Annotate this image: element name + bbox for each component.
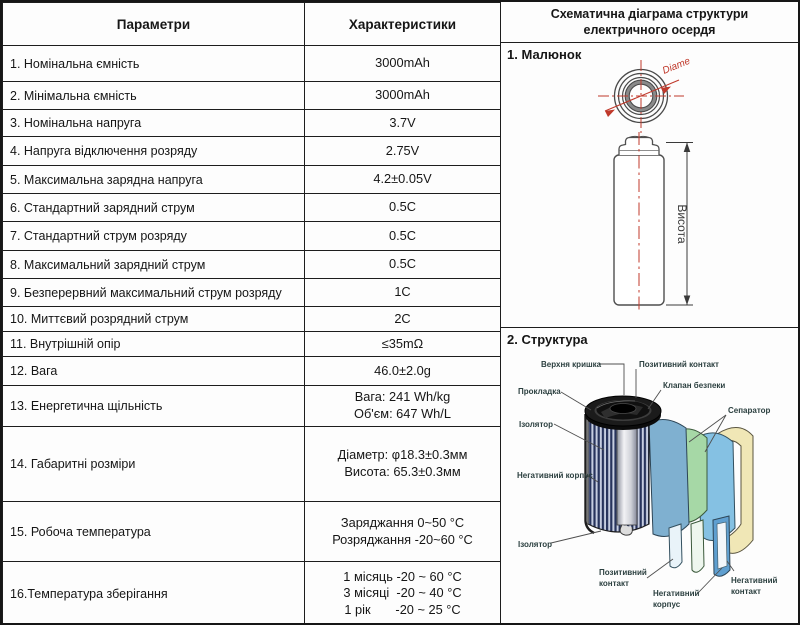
table-row — [3, 562, 501, 625]
table-row — [3, 194, 501, 222]
param-cell: 2. Мінімальна ємність — [3, 82, 305, 110]
param-cell: 1. Номінальна ємність — [3, 46, 305, 82]
value-cell: 1 місяць -20 ~ 60 °C 3 місяці -20 ~ 40 °C 1 рік -20 ~ 25 °C — [305, 562, 501, 625]
label-negative-case-bottom-1: Негативний — [653, 589, 700, 598]
spec-table — [2, 2, 501, 625]
table-row — [3, 307, 501, 332]
table-row — [3, 279, 501, 307]
value-cell: 1C — [305, 279, 501, 307]
negative-contact-strip — [717, 522, 727, 569]
label-negative-case-bottom-2: корпус — [653, 600, 681, 609]
battery-technical-drawing — [501, 43, 799, 326]
table-row — [3, 137, 501, 166]
param-cell: 16.Температура зберігання — [3, 562, 305, 625]
column-header-characteristics: Характеристики — [305, 3, 501, 46]
value-cell: 3000mAh — [305, 46, 501, 82]
param-cell: 14. Габаритні розміри — [3, 427, 305, 502]
diagram-header-line1: Схематична діаграма структури — [550, 6, 749, 21]
drawing-section — [501, 43, 798, 328]
table-row — [3, 82, 501, 110]
dimension-arrowhead-down — [684, 296, 691, 306]
table-row — [3, 386, 501, 427]
label-insulator-bottom: Ізолятор — [518, 540, 553, 549]
value-cell: 2.75V — [305, 137, 501, 166]
dimension-arrowhead-up — [684, 143, 691, 153]
table-row — [3, 222, 501, 251]
diagram-header-line2: електричного осердя — [583, 23, 716, 37]
battery-side-view — [614, 132, 693, 313]
value-cell: ≤35mΩ — [305, 332, 501, 357]
diameter-label: Diame — [661, 55, 692, 77]
diagram-panel — [501, 2, 798, 623]
value-cell: 0.5C — [305, 251, 501, 279]
drawing-section-title: 1. Малюнок — [507, 47, 582, 62]
battery-structure-cutaway — [501, 328, 799, 623]
table-row — [3, 502, 501, 562]
top-cap — [585, 396, 661, 430]
table-row — [3, 251, 501, 279]
param-cell: 12. Вага — [3, 357, 305, 386]
jellyroll-cylinder — [586, 412, 650, 535]
param-cell: 10. Миттєвий розрядний струм — [3, 307, 305, 332]
param-cell: 9. Безперервний максимальний струм розряду — [3, 279, 305, 307]
value-cell: Заряджання 0~50 °C Розряджання -20~60 °C — [305, 502, 501, 562]
param-cell: 5. Максимальна зарядна напруга — [3, 166, 305, 194]
param-cell: 3. Номінальна напруга — [3, 110, 305, 137]
value-cell: 0.5C — [305, 222, 501, 251]
table-row — [3, 166, 501, 194]
param-cell: 13. Енергетична щільність — [3, 386, 305, 427]
param-cell: 11. Внутрішній опір — [3, 332, 305, 357]
label-insulator-top: Ізолятор — [519, 420, 554, 429]
table-header-row — [3, 3, 501, 46]
value-cell: 3000mAh — [305, 82, 501, 110]
value-cell: 2C — [305, 307, 501, 332]
value-cell: Діаметр: φ18.3±0.3мм Висота: 65.3±0.3мм — [305, 427, 501, 502]
label-positive-contact-top: Позитивний контакт — [639, 360, 719, 369]
positive-electrode-sheet — [649, 419, 689, 536]
value-cell: 4.2±0.05V — [305, 166, 501, 194]
table-row — [3, 46, 501, 82]
electrode-sheets — [649, 419, 753, 576]
param-cell: 15. Робоча температура — [3, 502, 305, 562]
label-top-cover: Верхня кришка — [541, 360, 602, 369]
param-cell: 8. Максимальний зарядний струм — [3, 251, 305, 279]
value-cell: 0.5C — [305, 194, 501, 222]
label-positive-contact-bottom-1: Позитивний — [599, 568, 647, 577]
positive-contact-tab — [669, 524, 682, 568]
table-row — [3, 357, 501, 386]
label-negative-contact-2: контакт — [731, 587, 761, 596]
table-row — [3, 110, 501, 137]
value-cell: 3.7V — [305, 110, 501, 137]
diagram-panel-header — [501, 2, 798, 43]
separator-tab — [691, 520, 704, 572]
label-separator: Сепаратор — [728, 406, 771, 415]
structure-section-title: 2. Структура — [507, 332, 588, 347]
label-gasket: Прокладка — [518, 387, 561, 396]
param-cell: 7. Стандартний струм розряду — [3, 222, 305, 251]
value-cell: Вага: 241 Wh/kg Об'єм: 647 Wh/L — [305, 386, 501, 427]
structure-section — [501, 328, 798, 623]
label-safety-valve: Клапан безпеки — [663, 381, 726, 390]
label-negative-case-left: Негативний корпус — [517, 471, 593, 480]
column-header-parameters: Параметри — [3, 3, 305, 46]
label-positive-contact-bottom-2: контакт — [599, 579, 629, 588]
table-row — [3, 332, 501, 357]
battery-top-view — [598, 56, 692, 135]
param-cell: 6. Стандартний зарядний струм — [3, 194, 305, 222]
param-cell: 4. Напруга відключення розряду — [3, 137, 305, 166]
table-row — [3, 427, 501, 502]
label-negative-contact-1: Негативний — [731, 576, 778, 585]
value-cell: 46.0±2.0g — [305, 357, 501, 386]
height-label: Висота — [675, 204, 689, 244]
